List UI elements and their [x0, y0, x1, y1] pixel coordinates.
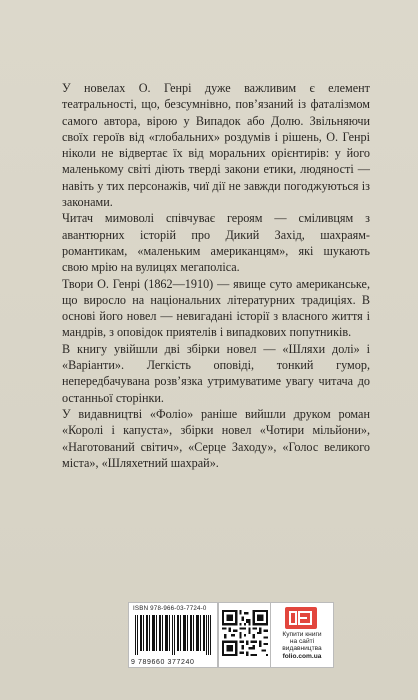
folio-logo-icon	[285, 607, 317, 629]
promo-text	[273, 631, 331, 660]
isbn-number: ISBN 978-966-03-7724-0	[133, 605, 207, 612]
paragraph-3: Твори О. Генрі (1862—1910) — явище суто американське, що виросло на національних літературних традиціях. В основі його новел — невигадані історії з власного життя і мандрів, з оповідок приятелів і випадкових попутників.	[62, 276, 370, 340]
qr-code-icon	[222, 610, 268, 656]
promo-line-3: видавництва	[282, 645, 322, 653]
ean-digits: 9 789660 377240	[131, 659, 195, 666]
promo-line-2: на сайті	[289, 638, 315, 646]
paragraph-2: Читач мимоволі співчуває героям — сміливцям з авантюрних історій про Дикий Захід, шахраям-романтикам, «маленьким американцям», які шукають свою мрію на вулицях мегаполіса.	[62, 211, 370, 275]
isbn-barcode	[128, 602, 218, 668]
promo-url: folio.com.ua	[282, 652, 322, 660]
qr-code	[218, 602, 272, 668]
barcode-bars-icon	[135, 615, 211, 655]
promo-line-1: Купити книги	[282, 631, 322, 638]
cover-annotation-text	[62, 80, 370, 471]
folio-promo	[270, 602, 334, 668]
paragraph-5: У видавництві «Фоліо» раніше вийшли друком роман «Королі і капуста», збірки новел «Чотири мільйони», «Наготований світич», «Серце Заходу», «Голос великого міста», «Шляхетний шахрай».	[62, 406, 370, 470]
paragraph-4: В книгу увійшли дві збірки новел — «Шляхи долі» і «Варіанти». Легкість оповіді, тонкий гумор, непередбачувана розв’язка утримуватиме увагу читача до останньої сторінки.	[62, 341, 370, 405]
paragraph-1: У новелах О. Генрі дуже важливим є елемент театральності, що, безсумнівно, пов’язаний із фаталізмом самого автора, вірою у Випадок або Долю. Звільняючи своїх героїв від «глобальних» роздумів і рішень, О. Генрі ніколи не відвертає їх від моральних орієнтирів: у його маленькому світі діють тверді закони етики, людяності — навіть у тих персонажів, чиї дії не завжди погоджуються із законами.	[62, 81, 370, 210]
